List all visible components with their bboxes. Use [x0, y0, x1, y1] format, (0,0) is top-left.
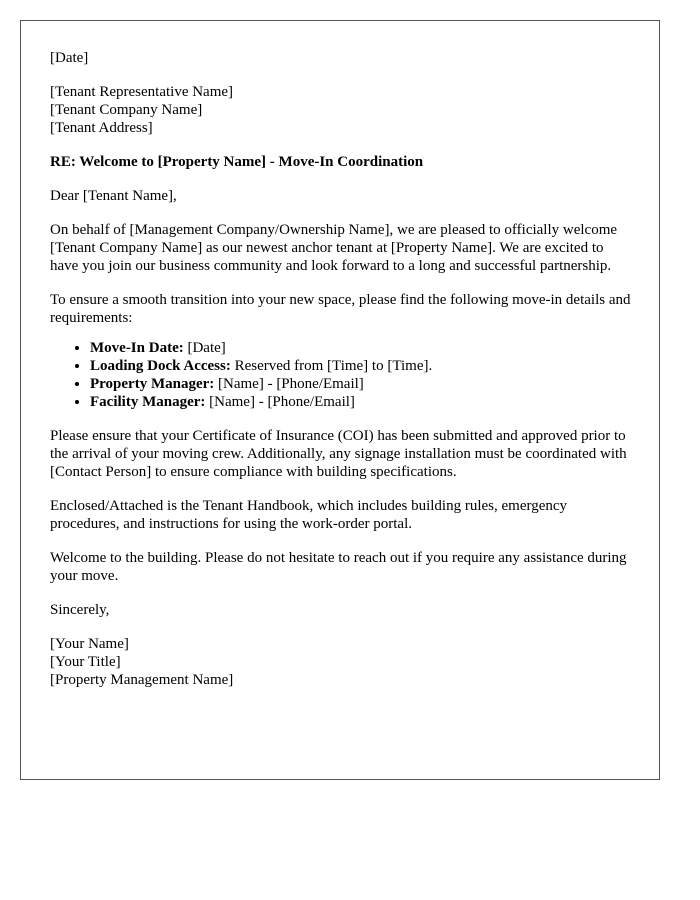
detail-label: Loading Dock Access:: [90, 358, 231, 374]
signer-company: [Property Management Name]: [50, 672, 234, 688]
detail-value: [Name] - [Phone/Email]: [214, 376, 364, 392]
signer-name: [Your Name]: [50, 636, 129, 652]
letter-date: [Date]: [50, 50, 89, 66]
salutation: Dear [Tenant Name],: [50, 188, 177, 204]
detail-label: Move-In Date:: [90, 340, 184, 356]
letter-body: [50, 49, 635, 705]
recipient-company: [Tenant Company Name]: [50, 102, 203, 118]
detail-facility-manager: [90, 393, 635, 411]
detail-property-manager: [90, 375, 635, 393]
closing: Sincerely,: [50, 602, 110, 618]
detail-value: [Date]: [183, 340, 226, 356]
paragraph-intro-details: To ensure a smooth transition into your new space, please find the following move-in details and requirements:: [50, 292, 631, 326]
recipient-address-block: [50, 83, 635, 137]
detail-value: Reserved from [Time] to [Time].: [230, 358, 433, 374]
recipient-name: [Tenant Representative Name]: [50, 84, 234, 100]
detail-label: Facility Manager:: [90, 394, 206, 410]
letter-page: [20, 20, 660, 780]
detail-value: [Name] - [Phone/Email]: [205, 394, 355, 410]
paragraph-welcome: On behalf of [Management Company/Ownership Name], we are pleased to officially welcome [Tenant Company Name] as our newest anchor tenant at [Property Name]. We are excited to have you join our business community and look forward to a long and successful partnership.: [50, 222, 618, 274]
date: [50, 49, 635, 67]
detail-move-in-date: [90, 339, 635, 357]
paragraph-insurance: Please ensure that your Certificate of Insurance (COI) has been submitted and approved prior to the arrival of your moving crew. Additionally, any signage installation must be coordinated with [Contact Person] to ensure compliance with building specifications.: [50, 428, 627, 480]
detail-loading-dock: [90, 357, 635, 375]
paragraph-handbook: Enclosed/Attached is the Tenant Handbook, which includes building rules, emergency procedures, and instructions for using the work-order portal.: [50, 498, 568, 532]
signer-title: [Your Title]: [50, 654, 121, 670]
recipient-address: [Tenant Address]: [50, 120, 153, 136]
move-in-details-list: [50, 339, 635, 411]
detail-label: Property Manager:: [90, 376, 215, 392]
subject-line: RE: Welcome to [Property Name] - Move-In Coordination: [50, 154, 424, 170]
signature-block: [50, 635, 635, 689]
paragraph-closing-remarks: Welcome to the building. Please do not hesitate to reach out if you require any assistance during your move.: [50, 550, 627, 584]
